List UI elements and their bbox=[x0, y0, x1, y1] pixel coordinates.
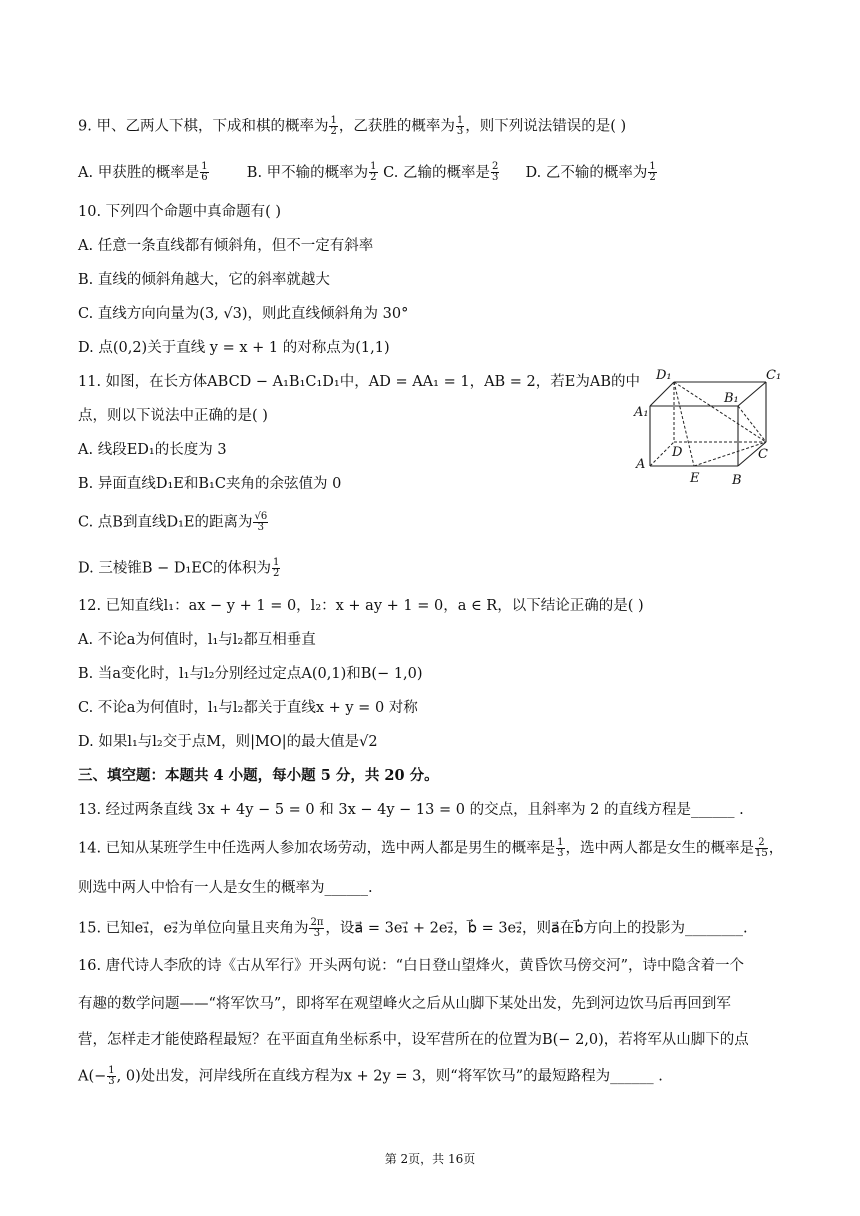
q12-option-c: C. 不论a为何值时，l₁与l₂都关于直线x + y = 0 对称 bbox=[78, 700, 418, 716]
q9-option-c: C. 乙输的概率是 $\frac{2}{3}$ bbox=[383, 161, 499, 183]
q10-option-c: C. 直线方向向量为(3, √3)，则此直线倾斜角为 30° bbox=[78, 306, 409, 322]
q16-line3: 营，怎样走才能使路程最短？在平面直角坐标系中，设军营所在的位置为B(− 2,0)，若将军从山脚下的点 bbox=[78, 1032, 749, 1048]
q9-option-a: A. 甲获胜的概率是 $\frac{1}{6}$ bbox=[78, 161, 208, 183]
q14-line1: 14. 已知从某班学生中任选两人参加农场劳动，选中两人都是男生的概率是 $\frac{1}{3}$ ，选中两人都是女生的概率是 $\frac{2}{15}$ ， bbox=[78, 837, 784, 859]
q9-stem: 9. 甲、乙两人下棋，下成和棋的概率为 $\frac{1}{2}$ ，乙获胜的概率为 $\frac{1}{3}$ ，则下列说法错误的是( ) bbox=[78, 115, 627, 137]
q11-stem-line1: 11. 如图，在长方体ABCD − A₁B₁C₁D₁中，AD = AA₁ = 1，AB = 2，若E为AB的中 bbox=[78, 374, 640, 390]
q10-option-d: D. 点(0,2)关于直线 y = x + 1 的对称点为(1,1) bbox=[78, 340, 390, 356]
prism-figure bbox=[628, 366, 788, 488]
q9-option-d: D. 乙不输的概率为 $\frac{1}{2}$ bbox=[525, 161, 656, 183]
q11-option-b: B. 异面直线D₁E和B₁C夹角的余弦值为 0 bbox=[78, 476, 342, 492]
q11-option-c: C. 点B到直线D₁E的距离为 $\frac{√6}{3}$ bbox=[78, 511, 268, 533]
label-a1: A₁ bbox=[634, 405, 649, 420]
label-d: D bbox=[672, 445, 683, 460]
q9-option-b: B. 甲不输的概率为 $\frac{1}{2}$ bbox=[246, 161, 377, 183]
label-e: E bbox=[690, 471, 700, 486]
q16-line4: A(− $\frac{1}{3}$ , 0)处出发，河岸线所在直线方程为x + 2y = 3，则“将军饮马”的最短路程为______ . bbox=[78, 1065, 663, 1087]
q11-stem-line2: 点，则以下说法中正确的是( ) bbox=[78, 408, 268, 424]
fraction: $\frac{1}{2}$ bbox=[330, 115, 337, 137]
q14-line2: 则选中两人中恰有一人是女生的概率为______. bbox=[78, 880, 373, 896]
label-a: A bbox=[636, 457, 646, 472]
q12-option-d: D. 如果l₁与l₂交于点M，则|MO|的最大值是√2 bbox=[78, 734, 378, 750]
label-b: B bbox=[732, 473, 742, 488]
q10-option-b: B. 直线的倾斜角越大，它的斜率就越大 bbox=[78, 272, 330, 288]
q11-option-d: D. 三棱锥B − D₁EC的体积为 $\frac{1}{2}$ bbox=[78, 557, 280, 579]
q12-option-a: A. 不论a为何值时，l₁与l₂都互相垂直 bbox=[78, 632, 316, 648]
label-c1: C₁ bbox=[766, 368, 782, 383]
fraction: $\frac{1}{3}$ bbox=[456, 115, 464, 137]
q10-stem: 10. 下列四个命题中真命题有( ) bbox=[78, 204, 282, 220]
q16-line2: 有趣的数学问题——“将军饮马”，即将军在观望峰火之后从山脚下某处出发，先到河边饮马后再回到军 bbox=[78, 996, 731, 1012]
label-b1: B₁ bbox=[724, 391, 739, 406]
label-c: C bbox=[758, 447, 768, 462]
q10-option-a: A. 任意一条直线都有倾斜角，但不一定有斜率 bbox=[78, 238, 374, 254]
section-heading: 三、填空题：本题共 4 小题，每小题 5 分，共 20 分。 bbox=[78, 767, 439, 784]
page-footer: 第 2页，共 16页 bbox=[384, 1152, 476, 1166]
q16-line1: 16. 唐代诗人李欣的诗《古从军行》开头两句说：“白日登山望烽火，黄昏饮马傍交河”，诗中隐含着一个 bbox=[78, 958, 744, 974]
q15: 15. 已知e₁⃗，e₂⃗为单位向量且夹角为 $\frac{2\pi}{3}$ ，设a⃗ = 3e₁⃗ + 2e₂⃗，b⃗ = 3e₂⃗，则a⃗在b⃗方向上的投影为________. bbox=[78, 917, 748, 939]
label-d1: D₁ bbox=[656, 368, 672, 383]
q13: 13. 经过两条直线 3x + 4y − 5 = 0 和 3x − 4y − 13 = 0 的交点，且斜率为 2 的直线方程是______ . bbox=[78, 802, 744, 818]
q11-option-a: A. 线段ED₁的长度为 3 bbox=[78, 442, 227, 458]
q12-stem: 12. 已知直线l₁：ax − y + 1 = 0，l₂：x + ay + 1 = 0，a ∈ R，以下结论正确的是( ) bbox=[78, 598, 644, 614]
q9-options bbox=[78, 162, 658, 183]
q12-option-b: B. 当a变化时，l₁与l₂分别经过定点A(0,1)和B(− 1,0) bbox=[78, 666, 423, 682]
